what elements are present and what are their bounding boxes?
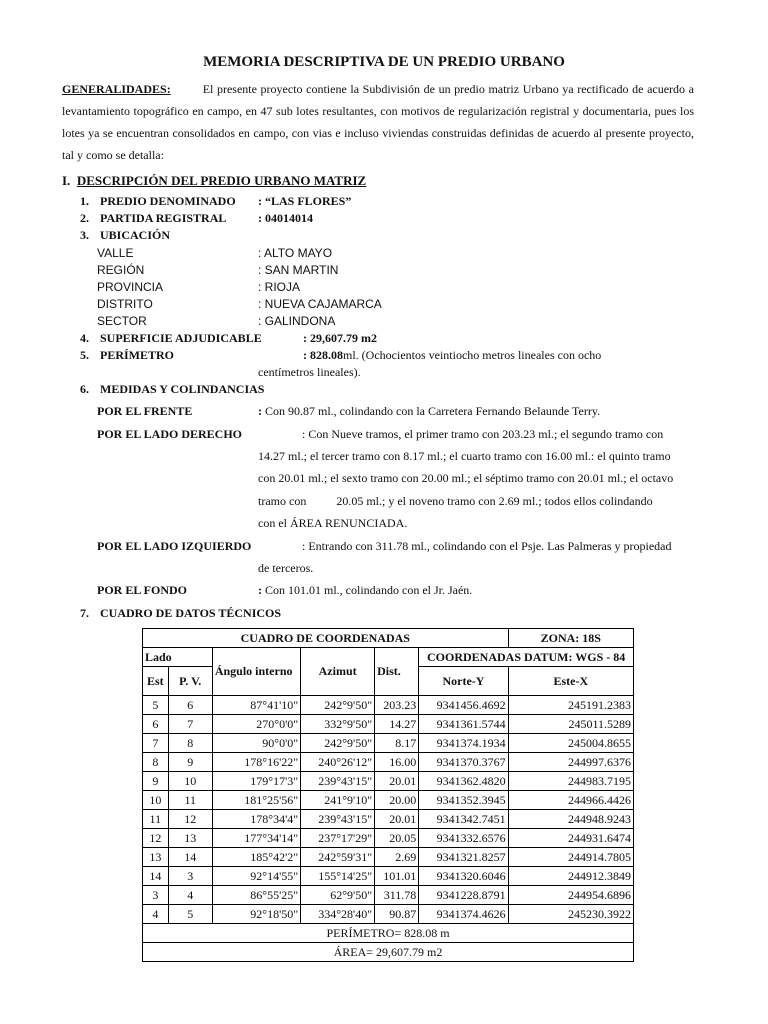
item-label: PARTIDA REGISTRAL xyxy=(100,211,227,225)
table-cell: 10 xyxy=(143,791,169,810)
table-cell: 92°14'55" xyxy=(212,867,300,886)
table-cell: 9341320.6046 xyxy=(419,867,508,886)
table-cell: 244954.6896 xyxy=(508,886,633,905)
superficie-value: : 29,607.79 m2 xyxy=(303,331,377,345)
fondo-desc: Con 101.01 ml., colindando con el Jr. Jaén. xyxy=(262,583,473,597)
table-cell: 20.00 xyxy=(375,791,419,810)
table-cell: 20.01 xyxy=(375,772,419,791)
header-datum: COORDENADAS DATUM: WGS - 84 xyxy=(419,648,634,667)
region-value: : SAN MARTIN xyxy=(258,263,339,277)
table-zone: ZONA: 18S xyxy=(508,629,633,648)
table-cell: 8 xyxy=(168,734,212,753)
header-este: Este-X xyxy=(508,667,633,696)
table-cell: 7 xyxy=(143,734,169,753)
table-cell: 244966.4426 xyxy=(508,791,633,810)
table-cell: 11 xyxy=(143,810,169,829)
table-row xyxy=(143,810,634,829)
frente-colon: : xyxy=(258,404,262,418)
item-perimetro xyxy=(80,347,174,364)
item-label: MEDIDAS Y COLINDANCIAS xyxy=(100,382,265,396)
table-cell: 242°59'31" xyxy=(301,848,375,867)
sector-label: SECTOR xyxy=(97,314,147,328)
provincia-label: PROVINCIA xyxy=(97,280,164,294)
table-cell: 14 xyxy=(143,867,169,886)
item-number: 5. xyxy=(80,348,89,362)
table-cell: 177°34'14" xyxy=(212,829,300,848)
table-cell: 6 xyxy=(168,696,212,715)
table-body xyxy=(143,696,634,924)
table-cell: 245011.5289 xyxy=(508,715,633,734)
table-cell: 90.87 xyxy=(375,905,419,924)
table-cell: 244948.9243 xyxy=(508,810,633,829)
item-number: 3. xyxy=(80,228,89,242)
izquierdo-line2: de terceros. xyxy=(258,561,314,575)
partida-value: : 04014014 xyxy=(258,211,313,225)
section-heading xyxy=(62,170,366,192)
fondo-colon: : xyxy=(258,583,262,597)
valle-label: VALLE xyxy=(97,246,134,260)
table-row xyxy=(143,905,634,924)
table-cell: 270°0'0" xyxy=(212,715,300,734)
table-cell: 9 xyxy=(143,772,169,791)
item-number: 4. xyxy=(80,331,89,345)
table-area: ÁREA= 29,607.79 m2 xyxy=(143,943,634,962)
perimetro-number: : 828.08 xyxy=(303,348,343,362)
table-cell: 9 xyxy=(168,753,212,772)
item-number: 7. xyxy=(80,606,89,620)
table-cell: 203.23 xyxy=(375,696,419,715)
table-cell: 11 xyxy=(168,791,212,810)
frente-label: POR EL FRENTE xyxy=(97,404,193,418)
table-cell: 9341342.7451 xyxy=(419,810,508,829)
fondo-label: POR EL FONDO xyxy=(97,583,188,597)
item-ubicacion xyxy=(80,227,170,244)
item-cuadro xyxy=(80,605,281,622)
table-cell: 12 xyxy=(168,810,212,829)
table-cell: 244914.7805 xyxy=(508,848,633,867)
table-cell: 7 xyxy=(168,715,212,734)
table-cell: 9341352.3945 xyxy=(419,791,508,810)
table-cell: 9341362.4820 xyxy=(419,772,508,791)
table-cell: 9341374.4626 xyxy=(419,905,508,924)
izquierdo-line1: : Entrando con 311.78 ml., colindando con el Psje. Las Palmeras y propiedad xyxy=(302,539,672,553)
table-cell: 9341228.8791 xyxy=(419,886,508,905)
table-row xyxy=(143,886,634,905)
derecho-line1: : Con Nueve tramos, el primer tramo con 203.23 ml.; el segundo tramo con xyxy=(302,427,664,441)
table-cell: 20.01 xyxy=(375,810,419,829)
table-title: CUADRO DE COORDENADAS xyxy=(143,629,509,648)
table-cell: 90°0'0" xyxy=(212,734,300,753)
izquierdo-label: POR EL LADO IZQUIERDO xyxy=(97,539,252,553)
header-est: Est xyxy=(143,667,169,696)
table-cell: 9341332.6576 xyxy=(419,829,508,848)
frente-desc: Con 90.87 ml., colindando con la Carretera Fernando Belaunde Terry. xyxy=(262,404,601,418)
table-cell: 4 xyxy=(143,905,169,924)
table-cell: 3 xyxy=(143,886,169,905)
derecho-label: POR EL LADO DERECHO xyxy=(97,427,243,441)
table-cell: 62°9'50" xyxy=(301,886,375,905)
table-cell: 86°55'25" xyxy=(212,886,300,905)
table-cell: 3 xyxy=(168,867,212,886)
table-cell: 245230.3922 xyxy=(508,905,633,924)
section-number: I. xyxy=(62,173,71,188)
table-cell: 311.78 xyxy=(375,886,419,905)
table-cell: 242°9'50" xyxy=(301,696,375,715)
perimetro-unit: ml. (Ochocientos veintiocho metros lineales con ocho xyxy=(343,348,602,362)
table-cell: 245191.2383 xyxy=(508,696,633,715)
table-cell: 9341374.1934 xyxy=(419,734,508,753)
header-azimut: Azimut xyxy=(301,648,375,696)
table-cell: 244983.7195 xyxy=(508,772,633,791)
table-cell: 241°9'10" xyxy=(301,791,375,810)
table-cell: 332°9'50" xyxy=(301,715,375,734)
table-row xyxy=(143,829,634,848)
table-cell: 9341361.5744 xyxy=(419,715,508,734)
table-cell: 14 xyxy=(168,848,212,867)
header-dist: Dist. xyxy=(375,648,419,696)
valle-value: : ALTO MAYO xyxy=(258,246,333,260)
table-cell: 185°42'2" xyxy=(212,848,300,867)
frente-text xyxy=(258,403,600,420)
table-cell: 178°34'4" xyxy=(212,810,300,829)
provincia-value: : RIOJA xyxy=(258,280,301,294)
table-cell: 244931.6474 xyxy=(508,829,633,848)
item-number: 2. xyxy=(80,211,89,225)
generalidades-text: El presente proyecto contiene la Subdivisión de un predio matriz Urbano ya rectificado de acuerdo a levantamiento topográfico en campo, en 47 sub lotes resultantes, con motivos de regularización registral y documentaria, pues los lotes ya se encuentran consolidados en campo, con vias e incluso viviendas construidas definidas de acuerdo al presente proyecto, tal y como se detalla: xyxy=(62,82,694,162)
item-medidas xyxy=(80,381,264,398)
header-pv: P. V. xyxy=(168,667,212,696)
table-cell: 5 xyxy=(168,905,212,924)
derecho-line5: con el ÁREA RENUNCIADA. xyxy=(258,516,408,530)
document-title: MEMORIA DESCRIPTIVA DE UN PREDIO URBANO xyxy=(203,54,565,70)
header-lado: Lado xyxy=(143,648,213,667)
item-partida xyxy=(80,210,226,227)
header-norte: Norte-Y xyxy=(419,667,508,696)
table-cell: 13 xyxy=(168,829,212,848)
item-number: 1. xyxy=(80,194,89,208)
table-cell: 14.27 xyxy=(375,715,419,734)
item-superficie xyxy=(80,330,262,347)
table-cell: 239°43'15" xyxy=(301,810,375,829)
table-cell: 181°25'56" xyxy=(212,791,300,810)
distrito-label: DISTRITO xyxy=(97,297,153,311)
sector-value: : GALINDONA xyxy=(258,314,336,328)
table-cell: 9341321.8257 xyxy=(419,848,508,867)
table-cell: 4 xyxy=(168,886,212,905)
table-cell: 9341370.3767 xyxy=(419,753,508,772)
table-cell: 5 xyxy=(143,696,169,715)
table-cell: 155°14'25" xyxy=(301,867,375,886)
item-number: 6. xyxy=(80,382,89,396)
table-cell: 16.00 xyxy=(375,753,419,772)
table-cell: 244997.6376 xyxy=(508,753,633,772)
table-row xyxy=(143,867,634,886)
table-cell: 2.69 xyxy=(375,848,419,867)
item-predio xyxy=(80,193,236,210)
derecho-line4: tramo con 20.05 ml.; y el noveno tramo con 2.69 ml.; todos ellos colindando xyxy=(258,494,653,508)
table-cell: 6 xyxy=(143,715,169,734)
table-cell: 244912.3849 xyxy=(508,867,633,886)
table-cell: 179°17'3" xyxy=(212,772,300,791)
table-cell: 92°18'50" xyxy=(212,905,300,924)
table-cell: 8 xyxy=(143,753,169,772)
perimetro-value xyxy=(303,347,601,364)
item-label: CUADRO DE DATOS TÉCNICOS xyxy=(100,606,282,620)
region-label: REGIÓN xyxy=(97,263,145,277)
coordinates-table xyxy=(142,628,634,962)
item-label: SUPERFICIE ADJUDICABLE xyxy=(100,331,262,345)
table-cell: 178°16'22" xyxy=(212,753,300,772)
table-cell: 20.05 xyxy=(375,829,419,848)
item-label: UBICACIÓN xyxy=(100,228,171,242)
table-cell: 239°43'15" xyxy=(301,772,375,791)
table-cell: 87°41'10" xyxy=(212,696,300,715)
table-cell: 101.01 xyxy=(375,867,419,886)
generalidades-label: GENERALIDADES: xyxy=(62,82,171,96)
derecho-line3: con 20.01 ml.; el sexto tramo con 20.00 ml.; el séptimo tramo con 20.01 ml.; el octavo xyxy=(258,471,674,485)
section-title: DESCRIPCIÓN DEL PREDIO URBANO MATRIZ xyxy=(76,173,367,188)
item-label: PREDIO DENOMINADO xyxy=(100,194,236,208)
table-row xyxy=(143,848,634,867)
table-row xyxy=(143,753,634,772)
perimetro-unit-cont: centímetros lineales). xyxy=(258,365,361,379)
header-angulo: Ángulo interno xyxy=(212,648,300,696)
table-cell: 9341456.4692 xyxy=(419,696,508,715)
item-label: PERÍMETRO xyxy=(100,348,175,362)
table-cell: 10 xyxy=(168,772,212,791)
predio-value: : “LAS FLORES” xyxy=(258,194,352,208)
derecho-line2: 14.27 ml.; el tercer tramo con 8.17 ml.; el cuarto tramo con 16.00 ml.: el quinto tramo xyxy=(258,449,671,463)
table-row xyxy=(143,696,634,715)
table-cell: 245004.8655 xyxy=(508,734,633,753)
distrito-value: : NUEVA CAJAMARCA xyxy=(258,297,382,311)
table-row xyxy=(143,791,634,810)
table-cell: 237°17'29" xyxy=(301,829,375,848)
table-row xyxy=(143,715,634,734)
table-cell: 240°26'12" xyxy=(301,753,375,772)
table-cell: 12 xyxy=(143,829,169,848)
table-perimetro: PERÍMETRO= 828.08 m xyxy=(143,924,634,943)
table-row xyxy=(143,772,634,791)
table-cell: 13 xyxy=(143,848,169,867)
table-cell: 334°28'40" xyxy=(301,905,375,924)
fondo-text xyxy=(258,582,472,599)
table-cell: 8.17 xyxy=(375,734,419,753)
table-row xyxy=(143,734,634,753)
table-cell: 242°9'50" xyxy=(301,734,375,753)
generalidades-paragraph xyxy=(62,78,694,166)
